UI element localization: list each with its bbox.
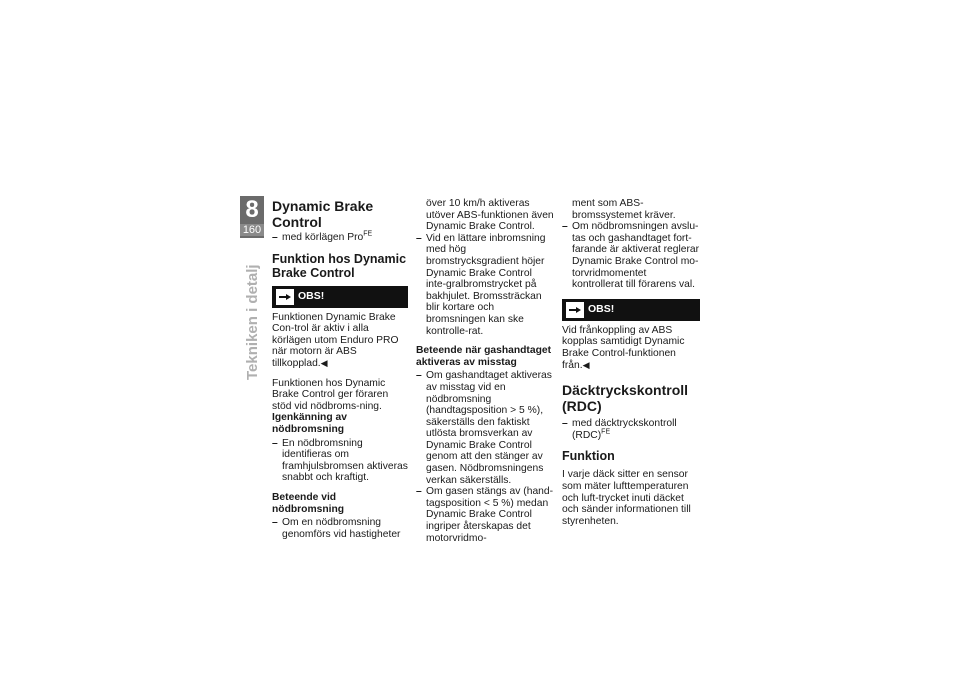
page-number: 160 bbox=[240, 224, 264, 236]
behavior-list bbox=[272, 517, 408, 540]
list-item: – Vid en lättare inbromsning med hög bromstrycksgradient höjer Dynamic Brake Control inte-gralbromstrycket på bakhjulet. Bromssträckan blir kortare och bromsningen kan ske kontrolle-rat. bbox=[416, 233, 554, 337]
list-item: – Om nödbromsningen avslu-tas och gashandtaget fort-farande är aktiverat reglerar Dynamic Brake Control mo-torvridmomentet kontrollerat till förarens val. bbox=[562, 221, 700, 291]
mode-list bbox=[272, 232, 408, 244]
list-item bbox=[562, 418, 700, 441]
list-item: – Om gasen stängs av (hand-tagsposition < 5 %) medan Dynamic Brake Control ingriper återskapas det motorvridmo- bbox=[416, 486, 554, 544]
chapter-tab bbox=[240, 196, 264, 238]
continued-text: över 10 km/h aktiveras utöver ABS-funktionen även Dynamic Brake Control. bbox=[426, 198, 554, 233]
note-label: OBS! bbox=[298, 289, 325, 302]
rdc-list bbox=[562, 418, 700, 441]
note-body: Funktionen Dynamic Brake Con-trol är aktiv i alla körlägen utom Enduro PRO när motorn är ABS tillkopplad. bbox=[272, 311, 399, 369]
pointing-hand-icon bbox=[566, 302, 584, 318]
list-item bbox=[272, 232, 408, 244]
function-text: Funktionen hos Dynamic Brake Control ger föraren stöd vid nödbroms-ning. bbox=[272, 377, 389, 412]
rdc-text: med däcktryckskontroll (RDC) bbox=[572, 418, 677, 441]
column-3 bbox=[562, 198, 700, 527]
fe-superscript: FE bbox=[363, 230, 373, 238]
note-bar bbox=[562, 299, 700, 321]
dbc-title: Dynamic Brake Control bbox=[272, 198, 374, 230]
list-item: – Om gashandtaget aktiveras av misstag vid en nödbromsning (handtagsposition > 5 %), säkerställs den faktiskt utlösta bromsverkan av Dynamic Brake Control genom att den stänger av gasen. Nödbromsningens verkan säkerställs. bbox=[416, 370, 554, 486]
function-text: I varje däck sitter en sensor som mäter lufttemperaturen och luft-trycket inuti däcket och sänder informationen till styrenheten. bbox=[562, 469, 691, 527]
fe-superscript: FE bbox=[601, 428, 611, 436]
mode-text: med körlägen Pro bbox=[282, 232, 364, 243]
release-list bbox=[562, 221, 700, 291]
list-item: – En nödbromsning identifieras om framhjulsbromsen aktiveras snabbt och kraftigt. bbox=[272, 438, 408, 484]
section-label: Tekniken i detalj bbox=[244, 264, 261, 380]
throttle-list bbox=[416, 370, 554, 544]
note-body: Vid frånkoppling av ABS kopplas samtidigt Dynamic Brake Control-funktionen från. bbox=[562, 324, 685, 371]
column-2 bbox=[416, 198, 554, 544]
note-text bbox=[272, 312, 408, 370]
end-mark: ◀ bbox=[582, 359, 590, 370]
note-label: OBS! bbox=[588, 302, 615, 315]
list-item: – Om en nödbromsning genomförs vid hastigheter bbox=[272, 517, 408, 540]
throttle-heading: Beteende när gashandtaget aktiveras av misstag bbox=[416, 345, 552, 368]
rdc-title: Däcktryckskontroll (RDC) bbox=[562, 382, 689, 414]
behavior-heading: Beteende vid nödbromsning bbox=[272, 491, 345, 515]
note-text bbox=[562, 325, 700, 371]
column-1 bbox=[272, 198, 408, 540]
continued-text: ment som ABS-bromssystemet kräver. bbox=[572, 198, 676, 221]
brake-list bbox=[416, 233, 554, 337]
detect-heading: Igenkänning av nödbromsning bbox=[272, 412, 347, 435]
pointing-hand-icon bbox=[276, 289, 294, 305]
end-mark: ◀ bbox=[320, 357, 328, 368]
note-bar bbox=[272, 286, 408, 308]
function-heading: Funktion hos Dynamic Brake Control bbox=[272, 251, 407, 280]
detect-list bbox=[272, 438, 408, 484]
function-heading: Funktion bbox=[562, 449, 615, 464]
chapter-number: 8 bbox=[245, 196, 259, 223]
